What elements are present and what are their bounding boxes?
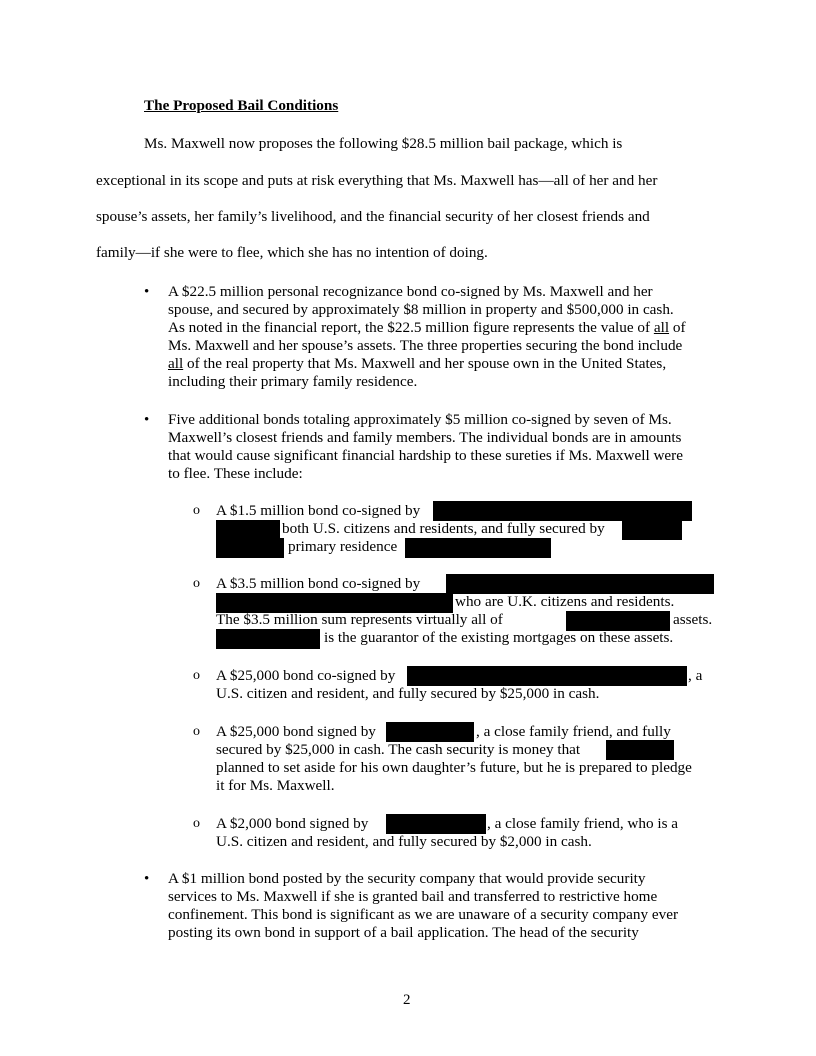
sub-5-line-2: U.S. citizen and resident, and fully secured by $2,000 in cash. [216,833,592,850]
bond-2-line-1: Five additional bonds totaling approximately $5 million co-signed by seven of Ms. [168,411,672,428]
bullet-marker: • [144,412,150,428]
bond-3-line-2: services to Ms. Maxwell if she is granted bail and transferred to restrictive home [168,888,658,905]
bond-1-line-6: including their primary family residence. [168,373,418,390]
redaction-block [606,740,674,760]
bond-2-line-2: Maxwell’s closest friends and family members. The individual bonds are in amounts [168,429,682,446]
intro-line-4: family—if she were to flee, which she has no intention of doing. [96,244,488,261]
sub-bullet-marker: o [193,816,200,831]
bond-2-line-4: to flee. These include: [168,465,303,482]
sub-5-line-1b: , a close family friend, who is a [487,815,679,832]
intro-line-2: exceptional in its scope and puts at risk everything that Ms. Maxwell has—all of her and her [96,172,658,189]
bond-3-line-3: confinement. This bond is significant as we are unaware of a security company ever [168,906,679,923]
sub-1-line-1: A $1.5 million bond co-signed by [216,502,421,519]
sub-3-line-2: U.S. citizen and resident, and fully secured by $25,000 in cash. [216,685,600,702]
redaction-block [407,666,687,686]
redaction-block [216,593,453,613]
sub-bullet-marker: o [193,503,200,518]
sub-bullet-marker: o [193,668,200,683]
sub-4-line-1: A $25,000 bond signed by [216,723,376,740]
sub-4-line-4: it for Ms. Maxwell. [216,777,335,794]
bond-1-line-5: all of the real property that Ms. Maxwell and her spouse own in the United States, [168,355,667,372]
sub-5-line-1: A $2,000 bond signed by [216,815,369,832]
bond-1-line-1: A $22.5 million personal recognizance bond co-signed by Ms. Maxwell and her [168,283,653,300]
redaction-block [566,611,670,631]
section-heading: The Proposed Bail Conditions [144,97,339,114]
redaction-block [216,520,280,540]
page-number: 2 [403,992,411,1008]
bond-1-line-4: Ms. Maxwell and her spouse’s assets. The three properties securing the bond include [168,337,683,354]
intro-line-3: spouse’s assets, her family’s livelihood, and the financial security of her closest friends and [96,208,650,225]
redaction-block [446,574,714,594]
bond-1-line-2: spouse, and secured by approximately $8 million in property and $500,000 in cash. [168,301,674,318]
bullet-marker: • [144,284,150,300]
redaction-block [386,722,474,742]
intro-line-1: Ms. Maxwell now proposes the following $28.5 million bail package, which is [144,135,623,152]
sub-1-line-3: primary residence [288,538,398,555]
sub-bullet-marker: o [193,724,200,739]
sub-4-line-3: planned to set aside for his own daughter’s future, but he is prepared to pledge [216,759,692,776]
bond-3-line-1: A $1 million bond posted by the security company that would provide security [168,870,646,887]
sub-1-line-2: both U.S. citizens and residents, and fully secured by [282,520,605,537]
sub-bullet-marker: o [193,576,200,591]
redaction-block [386,814,486,834]
sub-4-line-1b: , a close family friend, and fully [476,723,671,740]
redaction-block [405,538,551,558]
bond-1-line-3: As noted in the financial report, the $22.5 million figure represents the value of all of [168,319,686,336]
bullet-marker: • [144,871,150,887]
bond-3-line-4: posting its own bond in support of a bail application. The head of the security [168,924,639,941]
sub-2-line-1: A $3.5 million bond co-signed by [216,575,421,592]
sub-2-line-3b: assets. [673,611,713,628]
sub-2-line-4: is the guarantor of the existing mortgages on these assets. [324,629,674,646]
sub-4-line-2: secured by $25,000 in cash. The cash security is money that [216,741,581,758]
redaction-block [433,501,692,521]
sub-2-line-2: who are U.K. citizens and residents. [455,593,675,610]
sub-3-line-1b: , a [688,667,703,684]
redaction-block [622,520,682,540]
redaction-block [216,538,284,558]
redaction-block [216,629,320,649]
sub-3-line-1: A $25,000 bond co-signed by [216,667,396,684]
bond-2-line-3: that would cause significant financial hardship to these sureties if Ms. Maxwell were [168,447,683,464]
sub-2-line-3a: The $3.5 million sum represents virtually all of [216,611,503,628]
